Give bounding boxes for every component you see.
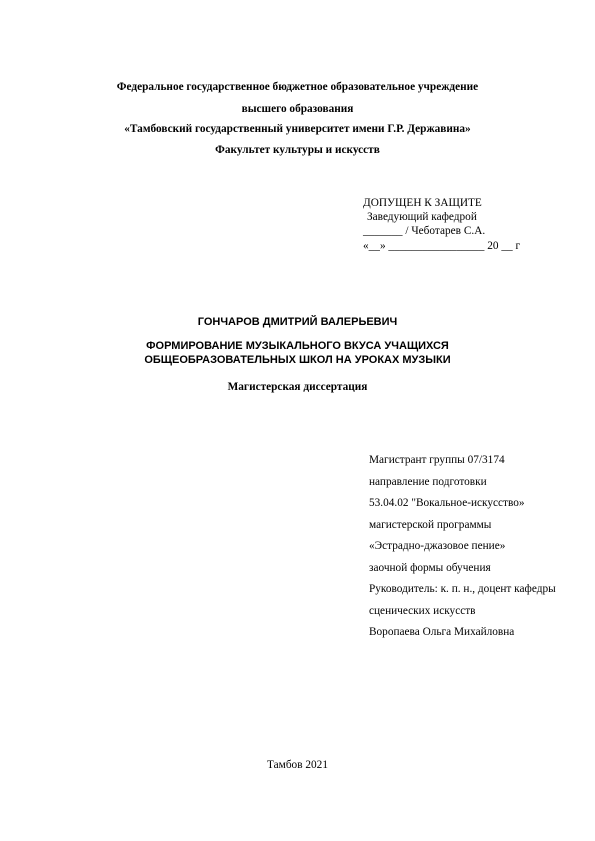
student-info-line: «Эстрадно-джазовое пение» xyxy=(369,540,506,552)
approval-block xyxy=(363,196,520,253)
approval-title: ДОПУЩЕН К ЗАЩИТЕ xyxy=(363,197,482,209)
student-info-block xyxy=(369,453,556,647)
approval-date-line: «__» _________________ 20 __ г xyxy=(363,239,521,252)
approval-head-of-department: Заведующий кафедрой xyxy=(367,211,477,224)
author-name: ГОНЧАРОВ ДМИТРИЙ ВАЛЕРЬЕВИЧ xyxy=(197,316,398,328)
student-info-line: заочной формы обучения xyxy=(369,561,491,574)
institution-line-3: «Тамбовский государственный университет имени Г.Р. Державина» xyxy=(124,123,471,135)
student-info-line: сценических искусств xyxy=(369,604,476,617)
thesis-title-line-1: ФОРМИРОВАНИЕ МУЗЫКАЛЬНОГО ВКУСА УЧАЩИХСЯ xyxy=(146,340,449,352)
approval-signature-line: _______ / Чеботарев С.А. xyxy=(363,225,486,238)
student-info-line: Руководитель: к. п. н., доцент кафедры xyxy=(369,583,556,595)
student-info-line: Магистрант группы 07/3174 xyxy=(369,454,505,466)
student-info-line: 53.04.02 "Вокальное-искусство» xyxy=(369,497,525,509)
student-info-line: направление подготовки xyxy=(369,475,487,488)
student-info-line: магистерской программы xyxy=(369,518,492,531)
institution-line-1: Федеральное государственное бюджетное образовательное учреждение xyxy=(116,81,479,93)
thesis-title xyxy=(0,339,595,367)
faculty-line: Факультет культуры и искусств xyxy=(215,144,380,156)
thesis-title-line-2: ОБЩЕОБРАЗОВАТЕЛЬНЫХ ШКОЛ НА УРОКАХ МУЗЫКИ xyxy=(144,354,451,366)
student-info-line: Воропаева Ольга Михайловна xyxy=(369,626,515,638)
thesis-type: Магистерская диссертация xyxy=(227,381,368,393)
city-year: Тамбов 2021 xyxy=(267,759,328,771)
institution-line-2: высшего образования xyxy=(241,103,354,115)
